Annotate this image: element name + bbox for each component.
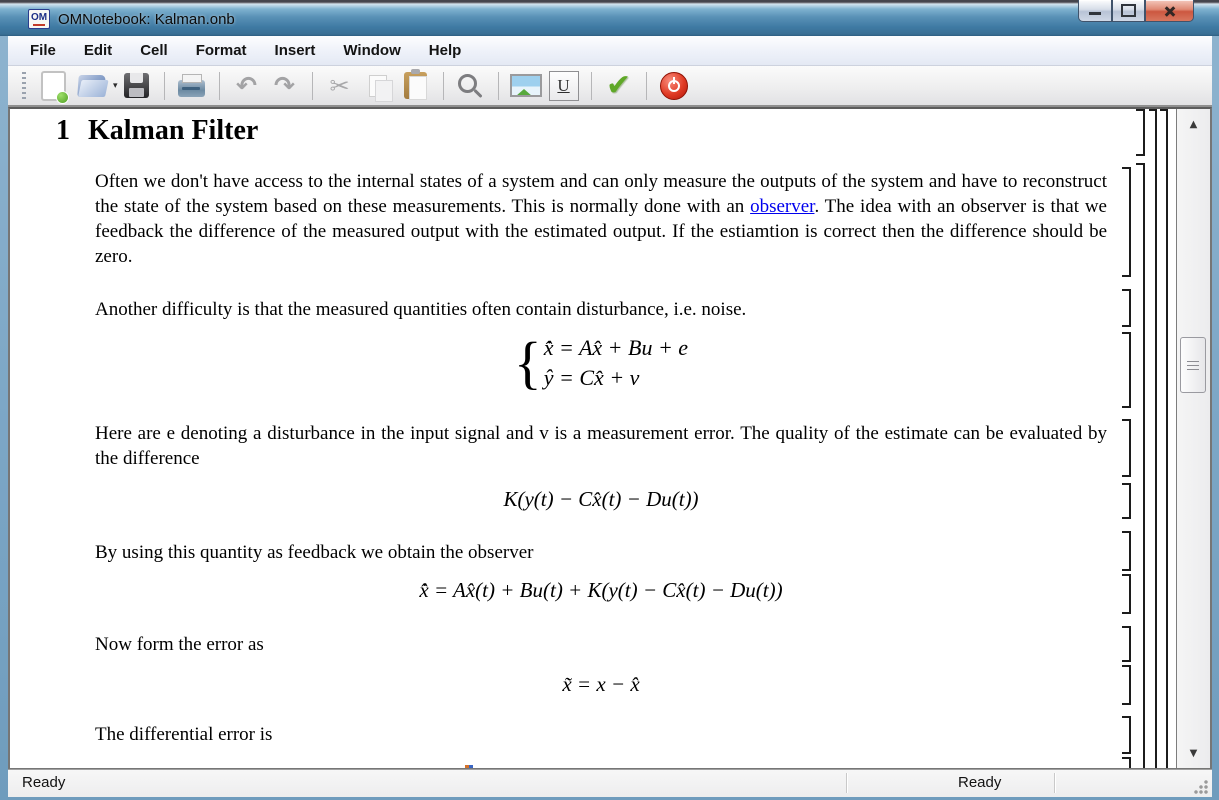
toolbar-separator bbox=[498, 72, 499, 100]
thumb-ridges-icon bbox=[1187, 361, 1199, 370]
equation-cell-observer[interactable]: x̂̇ = Ax̂(t) + Bu(t) + K(y(t) − Cx̂(t) − Du(t)) bbox=[419, 578, 783, 602]
section-heading-cell[interactable] bbox=[56, 115, 258, 147]
group-bracket-section[interactable] bbox=[1149, 109, 1157, 768]
close-button[interactable] bbox=[1145, 0, 1194, 22]
scroll-down-button[interactable]: ▼ bbox=[1189, 747, 1198, 759]
cell-bracket[interactable] bbox=[1122, 419, 1131, 477]
toolbar-grip[interactable] bbox=[22, 72, 26, 100]
system-brace: { bbox=[513, 330, 542, 395]
toolbar-separator bbox=[591, 72, 592, 100]
open-dropdown-button[interactable]: ▾ bbox=[113, 80, 118, 90]
status-right: Ready bbox=[958, 774, 1002, 791]
minimize-button[interactable] bbox=[1078, 0, 1112, 22]
save-icon bbox=[124, 73, 149, 98]
open-button[interactable] bbox=[73, 68, 109, 104]
new-document-icon bbox=[41, 71, 66, 101]
undo-button[interactable] bbox=[229, 68, 265, 104]
undo-icon: ↶ bbox=[236, 71, 257, 100]
menubar bbox=[8, 36, 1212, 66]
cut-button[interactable] bbox=[322, 68, 358, 104]
print-button[interactable] bbox=[174, 68, 210, 104]
stop-button[interactable] bbox=[656, 68, 692, 104]
notebook-content bbox=[8, 107, 1212, 770]
equation-cell-feedback[interactable]: K(y(t) − Cx̂(t) − Du(t)) bbox=[503, 487, 699, 511]
equation-cell-error[interactable]: x̃ = x − x̂ bbox=[562, 672, 640, 696]
maximize-button[interactable] bbox=[1112, 0, 1145, 22]
copy-button[interactable] bbox=[360, 68, 396, 104]
cell-bracket[interactable] bbox=[1122, 716, 1131, 754]
image-icon bbox=[510, 74, 542, 97]
group-bracket-content[interactable] bbox=[1136, 163, 1145, 768]
cell-bracket[interactable] bbox=[1122, 289, 1131, 327]
menu-window[interactable]: Window bbox=[343, 42, 401, 59]
menu-insert[interactable]: Insert bbox=[274, 42, 316, 59]
toolbar-separator bbox=[219, 72, 220, 100]
menu-edit[interactable]: Edit bbox=[83, 42, 113, 59]
toolbar-separator bbox=[443, 72, 444, 100]
vertical-scrollbar[interactable] bbox=[1176, 109, 1210, 768]
equation-state: x̂̇ = Ax̂ + Bu + e bbox=[543, 335, 689, 360]
heading-title: Kalman Filter bbox=[88, 115, 259, 146]
cell-bracket[interactable] bbox=[1122, 483, 1131, 519]
toolbar-separator bbox=[646, 72, 647, 100]
search-button[interactable] bbox=[453, 68, 489, 104]
text-cell-differential[interactable]: The differential error is bbox=[95, 724, 273, 745]
text-cell-observer[interactable]: By using this quantity as feedback we obtain the observer bbox=[95, 542, 534, 563]
scrollbar-thumb[interactable] bbox=[1180, 337, 1206, 393]
heading-number: 1 bbox=[56, 115, 70, 146]
cell-bracket[interactable] bbox=[1122, 757, 1131, 768]
menu-format[interactable]: Format bbox=[195, 42, 247, 59]
status-separator bbox=[846, 773, 848, 793]
open-folder-icon bbox=[77, 75, 106, 97]
new-document-button[interactable] bbox=[35, 68, 71, 104]
redo-button[interactable] bbox=[267, 68, 303, 104]
cell-bracket[interactable] bbox=[1122, 665, 1131, 705]
close-icon bbox=[1163, 4, 1177, 18]
copy-icon bbox=[369, 75, 387, 97]
cell-bracket[interactable] bbox=[1122, 531, 1131, 571]
text-cell-noise[interactable]: Another difficulty is that the measured quantities often contain disturbance, i.e. noise. bbox=[95, 299, 747, 320]
cell-bracket[interactable] bbox=[1122, 167, 1131, 277]
paste-icon bbox=[404, 72, 427, 99]
window-controls bbox=[1078, 0, 1194, 22]
power-icon bbox=[660, 72, 688, 100]
document bbox=[10, 109, 1210, 768]
text-cell-error-desc[interactable]: Here are e denoting a disturbance in the input signal and v is a measurement error. The quality of the estimate can be evaluated by the difference bbox=[95, 423, 1107, 469]
toolbar-separator bbox=[312, 72, 313, 100]
cell-bracket[interactable] bbox=[1122, 626, 1131, 662]
equation-cell-system[interactable] bbox=[95, 331, 1107, 395]
cell-bracket-heading[interactable] bbox=[1136, 109, 1145, 156]
toolbar bbox=[8, 66, 1212, 107]
window-title: OMNotebook: Kalman.onb bbox=[58, 10, 235, 28]
print-icon bbox=[178, 80, 205, 97]
maximize-icon bbox=[1121, 4, 1136, 17]
minimize-icon bbox=[1089, 12, 1101, 15]
redo-icon: ↷ bbox=[274, 71, 295, 100]
text-cell-intro[interactable] bbox=[95, 169, 1107, 269]
cell-bracket[interactable] bbox=[1122, 574, 1131, 614]
app-icon-label: OM bbox=[30, 11, 48, 23]
app-icon bbox=[28, 9, 50, 29]
scroll-up-button[interactable]: ▲ bbox=[1189, 118, 1198, 130]
save-button[interactable] bbox=[119, 68, 155, 104]
status-separator bbox=[1054, 773, 1056, 793]
text-cell-form-error[interactable]: Now form the error as bbox=[95, 634, 264, 655]
check-icon: ✔ bbox=[605, 67, 632, 103]
group-bracket-document[interactable] bbox=[1160, 109, 1168, 768]
underline-icon: U bbox=[549, 71, 579, 101]
resize-grip[interactable] bbox=[1194, 780, 1208, 794]
menu-file[interactable]: File bbox=[30, 42, 56, 59]
insert-image-button[interactable] bbox=[508, 68, 544, 104]
statusbar bbox=[8, 769, 1212, 797]
underline-button[interactable] bbox=[546, 68, 582, 104]
evaluate-button[interactable] bbox=[601, 68, 637, 104]
para1-after: . The idea with an observer is that we feedback the difference of the measured output with the estimated output. If the estiamtion is correct then the difference should be zero. bbox=[95, 196, 1107, 267]
cell-bracket[interactable] bbox=[1122, 332, 1131, 408]
status-left: Ready bbox=[22, 774, 66, 791]
next-cell-peek bbox=[465, 765, 473, 768]
observer-link[interactable]: observer bbox=[750, 196, 815, 217]
toolbar-separator bbox=[164, 72, 165, 100]
titlebar[interactable] bbox=[0, 0, 1219, 36]
equation-output: ŷ = Cx̂ + v bbox=[543, 365, 640, 390]
menu-cell[interactable]: Cell bbox=[140, 42, 168, 59]
cut-icon: ✂ bbox=[329, 71, 350, 100]
paste-button[interactable] bbox=[398, 68, 434, 104]
menu-help[interactable]: Help bbox=[428, 42, 462, 59]
para1-before: Often we don't have access to the internal states of a system and can only measure the outputs of the system and have to reconstruct the state of the system based on these measurements. This is normally done with an bbox=[95, 171, 1107, 217]
search-icon bbox=[458, 74, 477, 93]
